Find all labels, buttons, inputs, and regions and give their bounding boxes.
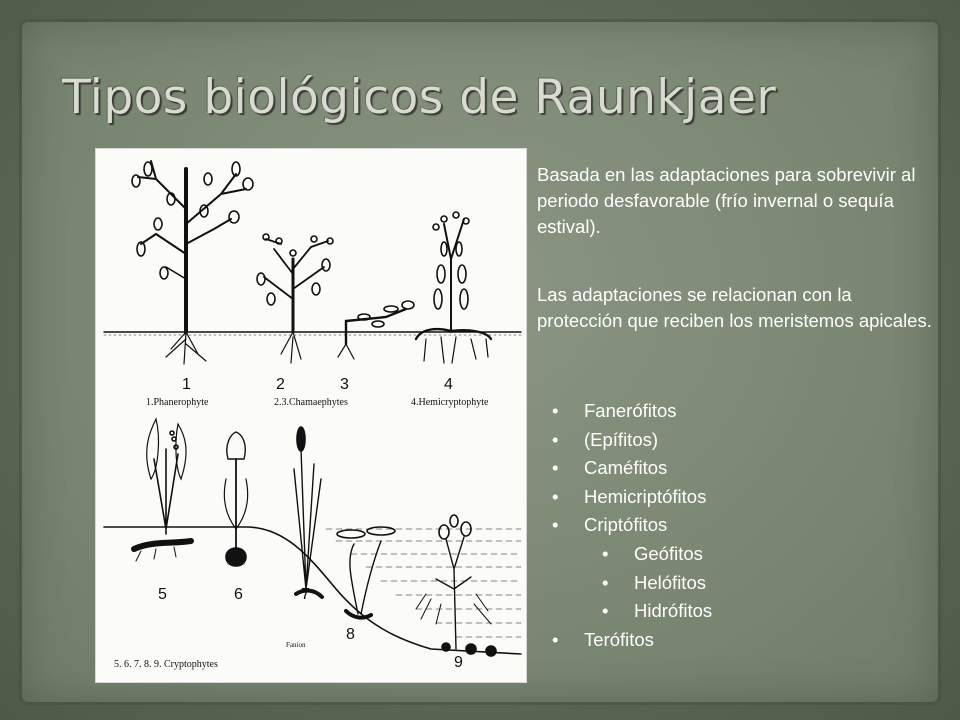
- intro-paragraph: Basada en las adaptaciones para sobrevivir al periodo desfavorable (frío invernal o sequía estival).: [537, 164, 916, 237]
- slide-title: Tipos biológicos de Raunkjaer: [62, 70, 777, 125]
- list-item-label: Geófitos: [634, 543, 703, 564]
- bullet-icon: •: [552, 628, 559, 650]
- figure-number-6: 6: [234, 586, 243, 603]
- low-chamaephyte: [338, 301, 414, 359]
- figure-number-7: 7: [301, 586, 310, 603]
- list-item-label: Helófitos: [634, 571, 706, 593]
- figure-number-5: 5: [158, 586, 167, 603]
- list-item-label: Hemicriptófitos: [584, 485, 707, 507]
- caption-cryptophytes: 5. 6. 7. 8. 9. Cryptophytes: [114, 659, 218, 670]
- raunkiaer-illustration: [95, 148, 527, 683]
- bullet-icon: •: [602, 600, 609, 622]
- list-item-label: Criptófitos: [584, 514, 668, 536]
- plant-life-forms-drawing: [96, 149, 526, 682]
- caption-phanerophyte: 1.Phanerophyte: [146, 397, 209, 408]
- geophyte-bulb-plant: [224, 432, 247, 566]
- figure-number-1: 1: [182, 376, 191, 393]
- figure-number-2: 2: [276, 376, 285, 393]
- helophyte-plant: [294, 427, 322, 597]
- bullet-icon: •: [552, 400, 559, 421]
- caption-hemicryptophyte: 4.Hemicryptophyte: [411, 397, 489, 408]
- hydrophyte-plant: [337, 527, 395, 618]
- submerged-plant: [416, 515, 496, 656]
- list-item-label: (Epífitos): [584, 428, 659, 450]
- figure-small-label: Fanion: [286, 641, 306, 649]
- figure-number-4: 4: [444, 376, 453, 393]
- figure-number-3: 3: [340, 376, 349, 393]
- bullet-icon: •: [552, 485, 559, 507]
- geophyte-rhizome-plant: [134, 419, 191, 561]
- bullet-icon: •: [602, 571, 609, 593]
- hemicryptophyte-plant: [416, 212, 491, 363]
- caption-chamaephytes: 2.3.Chamaephytes: [274, 397, 348, 408]
- bullet-icon: •: [552, 428, 559, 450]
- list-item-label: Fanerófitos: [584, 400, 677, 421]
- list-item-label: Hidrófitos: [634, 600, 713, 622]
- phanerophyte-plant: [132, 161, 253, 364]
- figure-number-8: 8: [346, 626, 355, 643]
- adaptations-paragraph: Las adaptaciones se relacionan con la protección que reciben los meristemos apicales.: [537, 284, 932, 331]
- figure-number-9: 9: [454, 654, 463, 671]
- chamaephyte-shrub: [257, 234, 333, 363]
- list-item-label: Terófitos: [584, 628, 654, 650]
- bullet-icon: •: [552, 457, 559, 479]
- list-item-label: Caméfitos: [584, 457, 668, 479]
- bullet-icon: •: [602, 543, 609, 564]
- bullet-icon: •: [552, 514, 559, 536]
